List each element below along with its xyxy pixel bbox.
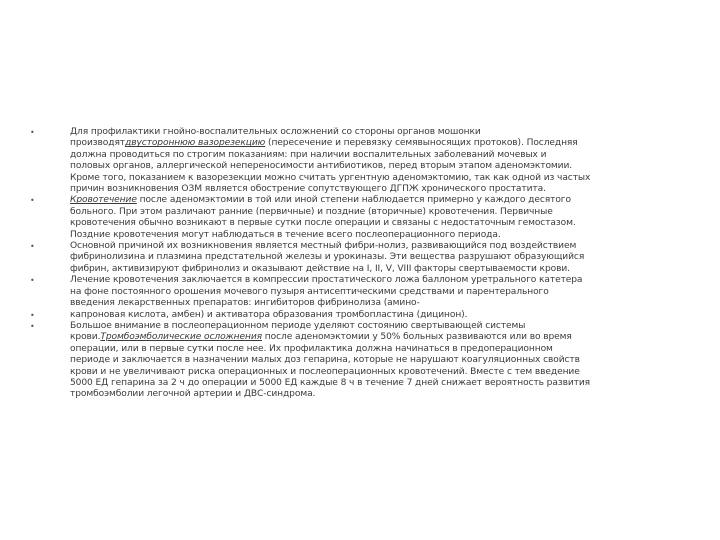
text-line bbox=[70, 127, 710, 138]
text-line bbox=[70, 355, 710, 366]
text-run: Лечение кровотечения заключается в компрессии простатического ложа баллоном уретрального катетера bbox=[70, 275, 583, 286]
bullet-item bbox=[30, 195, 710, 241]
bullet-dot: • bbox=[30, 310, 35, 320]
text-run: капроновая кислота, амбен) и активатора образования тромбопластина (дицинон). bbox=[70, 309, 468, 320]
text-line bbox=[70, 321, 710, 332]
text-line bbox=[70, 298, 710, 309]
text-run: половых органов, аллергической непереносимости антибиотиков, перед вторым этапом аденомэктомии. bbox=[70, 161, 573, 172]
text-run: Большое внимание в послеоперационном периоде уделяют состоянию свертывающей системы bbox=[70, 320, 526, 331]
text-run: фибрин, активизируют фибринолиз и оказывают действие на I, II, V, VIII факторы свертываемости крови. bbox=[70, 263, 570, 274]
bullet-dot: • bbox=[30, 276, 35, 286]
text-line bbox=[70, 195, 710, 206]
text-run: (пересечение и перевязку семявыносящих протоков). Последняя bbox=[265, 138, 578, 149]
text-line bbox=[70, 138, 710, 149]
text-line bbox=[70, 173, 710, 184]
text-run: на фоне постоянного орошения мочевого пузыря антисептическими средствами и парентерального bbox=[70, 286, 549, 297]
text-line bbox=[70, 287, 710, 298]
text-line bbox=[70, 150, 710, 161]
text-run: производят bbox=[70, 138, 126, 149]
text-line bbox=[70, 344, 710, 355]
text-line bbox=[70, 161, 710, 172]
text-run: введения лекарственных препаратов: ингибиторов фибринолиза (амино- bbox=[70, 298, 420, 309]
text-run: крови и не увеличивают риска операционных и послеоперационных кровотечений. Вместе с тем введение bbox=[70, 366, 580, 377]
text-run: больного. При этом различают ранние (первичные) и поздние (вторичные) кровотечения. Первичные bbox=[70, 206, 553, 217]
text-line bbox=[70, 230, 710, 241]
bullet-dot: • bbox=[30, 321, 35, 331]
text-run: Для профилактики гнойно-воспалительных осложнений со стороны органов мошонки bbox=[70, 127, 481, 137]
bullet-item bbox=[30, 275, 710, 309]
emphasized-term: Тромбоэмболические осложнения bbox=[100, 332, 263, 343]
text-run: фибринолизина и плазмина предстательной железы и урокиназы. Эти вещества разрушают образующийся bbox=[70, 252, 585, 263]
text-run: причин возникновения ОЗМ является обострение сопутствующего ДГПЖ хронического простатита. bbox=[70, 184, 546, 195]
bullet-list bbox=[30, 127, 710, 401]
text-line bbox=[70, 389, 710, 400]
text-run: периоде и заключается в назначении малых доз гепарина, которые не нарушают коагуляционных свойств bbox=[70, 355, 580, 366]
text-line bbox=[70, 218, 710, 229]
text-run: после аденомэктомии в той или иной степени наблюдается примерно у каждого десятого bbox=[136, 195, 571, 206]
text-line bbox=[70, 332, 710, 343]
bullet-dot: • bbox=[30, 242, 35, 252]
text-line bbox=[70, 378, 710, 389]
text-line bbox=[70, 275, 710, 286]
text-line bbox=[70, 184, 710, 195]
text-line bbox=[70, 310, 710, 321]
text-run: 5000 ЕД гепарина за 2 ч до операции и 5000 ЕД каждые 8 ч в течение 7 дней снижает вероятность развития bbox=[70, 377, 591, 388]
text-run: после аденомэктомии у 50% больных развиваются или во время bbox=[262, 332, 572, 343]
text-run: Поздние кровотечения могут наблюдаться в течение всего послеоперационного периода. bbox=[70, 229, 501, 240]
bullet-item bbox=[30, 241, 710, 275]
emphasized-term: двустороннюю вазорезекцию bbox=[125, 138, 266, 149]
text-run: операции, или в первые сутки после нее. Их профилактика должна начинаться в предоперационном bbox=[70, 343, 553, 354]
text-line bbox=[70, 367, 710, 378]
text-run: Кроме того, показанием к вазорезекции можно считать ургентную аденомэктомию, так как одной из частых bbox=[70, 172, 591, 183]
text-run: кровотечения обычно возникают в первые сутки после операции и связаны с недостаточным гемостазом. bbox=[70, 218, 576, 229]
text-line bbox=[70, 241, 710, 252]
text-run: Основной причиной их возникновения является местный фибри-нолиз, развивающийся под воздействием bbox=[70, 241, 577, 252]
bullet-item bbox=[30, 321, 710, 401]
bullet-item bbox=[30, 127, 710, 195]
text-line bbox=[70, 252, 710, 263]
bullet-item bbox=[30, 310, 710, 321]
text-line bbox=[70, 264, 710, 275]
text-run: должна проводиться по строгим показаниям: при наличии воспалительных заболеваний мочевых и bbox=[70, 149, 547, 160]
text-line bbox=[70, 207, 710, 218]
bullet-dot: • bbox=[30, 196, 35, 206]
text-run: крови. bbox=[70, 332, 101, 343]
text-run: тромбоэмболии легочной артерии и ДВС-синдрома. bbox=[70, 389, 316, 400]
bullet-dot: • bbox=[30, 128, 35, 137]
emphasized-term: Кровотечение bbox=[70, 195, 137, 206]
